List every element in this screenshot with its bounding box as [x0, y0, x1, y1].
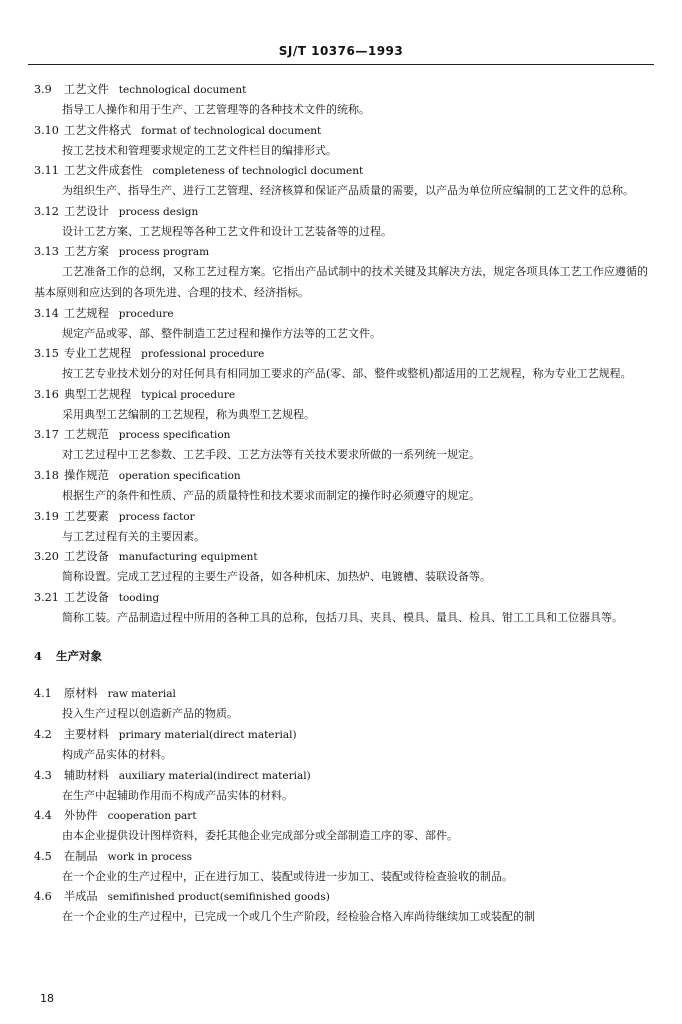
term-heading	[34, 806, 648, 826]
term-number: 4.2	[34, 727, 52, 741]
page-number: 18	[40, 992, 54, 1005]
term-english: process specification	[118, 429, 231, 442]
term-heading	[34, 304, 648, 324]
term-number: 3.11	[34, 164, 59, 178]
term-heading	[34, 385, 648, 405]
term-english: typical procedure	[141, 388, 236, 401]
term-chinese: 工艺设备	[64, 550, 109, 564]
term-english: work in process	[107, 850, 192, 863]
term-number: 3.13	[34, 245, 59, 259]
term-definition: 为组织生产、指导生产、进行工艺管理、经济核算和保证产品质量的需要，以产品为单位所应编制的工艺文件的总称。	[62, 184, 634, 198]
term-number: 4.5	[34, 849, 52, 863]
term-chinese: 工艺要素	[64, 509, 109, 523]
term-chinese: 操作规范	[64, 468, 109, 482]
term-chinese: 工艺文件	[64, 83, 109, 96]
term-entry	[34, 725, 648, 766]
term-chinese: 工艺规范	[64, 428, 109, 442]
header-rule	[28, 64, 654, 65]
term-entry	[34, 507, 648, 548]
standard-header: SJ/T 10376—1993	[278, 44, 404, 58]
term-heading	[34, 887, 648, 907]
term-number: 4.4	[34, 809, 52, 823]
term-english: cooperation part	[107, 810, 197, 823]
term-heading	[34, 242, 648, 262]
term-definition: 规定产品或零、部、整件制造工艺过程和操作方法等的工艺文件。	[62, 326, 381, 340]
term-number: 3.14	[34, 306, 59, 320]
term-definition: 构成产品实体的材料。	[62, 747, 172, 761]
term-number: 3.21	[34, 590, 59, 604]
term-definition: 设计工艺方案、工艺规程等各种工艺文件和设计工艺装备等的过程。	[62, 224, 392, 238]
term-number: 3.20	[34, 550, 59, 564]
term-chinese: 工艺方案	[64, 245, 109, 259]
term-entry	[34, 766, 648, 807]
term-chinese: 典型工艺规程	[64, 387, 132, 401]
term-chinese: 工艺设备	[64, 590, 109, 604]
term-definition: 采用典型工艺编制的工艺规程，称为典型工艺规程。	[62, 407, 315, 421]
term-number: 3.16	[34, 387, 59, 401]
term-entry	[34, 425, 648, 466]
term-definition: 按工艺专业技术划分的对任何具有相同加工要求的产品(零、部、整件或整机)都适用的工艺规程，称为专业工艺规程。	[62, 367, 632, 381]
term-chinese: 工艺文件成套性	[64, 164, 143, 178]
term-entry	[34, 847, 648, 888]
term-heading	[34, 507, 648, 527]
term-definition: 指导工人操作和用于生产、工艺管理等的各种技术文件的统称。	[62, 103, 370, 116]
term-heading	[34, 161, 648, 181]
term-english: process program	[118, 246, 210, 259]
term-entry	[34, 385, 648, 426]
term-definition: 工艺准备工作的总纲，又称工艺过程方案。它指出产品试制中的技术关键及其解决方法，规定各项具体工艺工作应遵循的基本原则和应达到的各项先进、合理的技术、经济指标。	[34, 265, 648, 299]
term-heading	[34, 588, 648, 608]
term-definition: 与工艺过程有关的主要因素。	[62, 529, 205, 543]
term-english: operation specification	[118, 469, 241, 482]
term-number: 3.19	[34, 509, 59, 523]
term-definition: 简称设置。完成工艺过程的主要生产设备，如各种机床、加热炉、电镀槽、装联设备等。	[62, 570, 491, 584]
term-heading	[34, 684, 648, 704]
term-entry	[34, 684, 648, 725]
term-number: 3.12	[34, 204, 59, 218]
term-english: professional procedure	[141, 348, 265, 361]
term-entry	[34, 887, 648, 928]
term-definition: 根据生产的条件和性质、产品的质量特性和技术要求而制定的操作时必须遵守的规定。	[62, 488, 480, 502]
term-definition: 由本企业提供设计图样资料，委托其他企业完成部分或全部制造工序的零、部件。	[62, 829, 458, 843]
term-english: auxiliary material(indirect material)	[118, 769, 311, 782]
term-number: 4.1	[34, 687, 52, 701]
term-chinese: 工艺设计	[64, 204, 109, 218]
term-entry	[34, 161, 648, 202]
term-english: process design	[118, 205, 199, 218]
term-entry	[34, 304, 648, 345]
term-definition: 在一个企业的生产过程中，正在进行加工、装配或待进一步加工、装配或待检查验收的制品。	[62, 869, 513, 883]
term-number: 4.6	[34, 890, 52, 904]
term-entry	[34, 344, 648, 385]
term-heading	[34, 425, 648, 445]
term-chinese: 半成品	[64, 890, 98, 904]
term-english: format of technological document	[141, 124, 322, 137]
term-heading	[34, 121, 648, 141]
term-entry	[34, 242, 648, 303]
term-entry	[34, 80, 648, 121]
term-heading	[34, 847, 648, 867]
term-entry	[34, 547, 648, 588]
term-chinese: 外协件	[64, 809, 98, 823]
term-number: 3.17	[34, 428, 59, 442]
term-english: tooding	[118, 591, 160, 604]
term-definition: 在生产中起辅助作用而不构成产品实体的材料。	[62, 788, 293, 802]
term-definition: 投入生产过程以创造新产品的物质。	[62, 707, 238, 721]
term-definition: 按工艺技术和管理要求规定的工艺文件栏目的编排形式。	[62, 143, 337, 157]
term-chinese: 专业工艺规程	[64, 347, 132, 361]
term-english: raw material	[107, 688, 176, 701]
document-body	[34, 80, 648, 928]
term-number: 3.10	[34, 123, 59, 137]
term-english: procedure	[118, 307, 174, 320]
term-number: 3.18	[34, 468, 59, 482]
term-number: 3.9	[34, 83, 52, 96]
term-entry	[34, 202, 648, 243]
term-chinese: 主要材料	[64, 727, 109, 741]
term-english: semifinished product(semifinished goods)	[107, 891, 330, 904]
terms-list-section-3	[34, 80, 648, 628]
term-english: process factor	[118, 510, 195, 523]
term-english: completeness of technologicl document	[152, 165, 364, 178]
term-english: primary material(direct material)	[118, 728, 297, 741]
section-title: 生产对象	[56, 649, 102, 664]
term-chinese: 原材料	[64, 687, 98, 701]
term-heading	[34, 344, 648, 364]
term-english: technological document	[118, 84, 247, 96]
term-english: manufacturing equipment	[118, 551, 258, 564]
term-chinese: 辅助材料	[64, 768, 109, 782]
term-entry	[34, 121, 648, 162]
term-entry	[34, 806, 648, 847]
section-number: 4	[34, 649, 43, 664]
term-heading	[34, 766, 648, 786]
term-chinese: 在制品	[64, 849, 98, 863]
term-number: 3.15	[34, 347, 59, 361]
term-heading	[34, 202, 648, 222]
term-entry	[34, 588, 648, 629]
term-heading	[34, 466, 648, 486]
section-heading	[34, 646, 648, 666]
term-chinese: 工艺规程	[64, 306, 109, 320]
term-entry	[34, 466, 648, 507]
term-chinese: 工艺文件格式	[64, 123, 132, 137]
term-number: 4.3	[34, 768, 52, 782]
term-heading	[34, 725, 648, 745]
term-definition: 对工艺过程中工艺参数、工艺手段、工艺方法等有关技术要求所做的一系列统一规定。	[62, 448, 480, 462]
term-definition: 在一个企业的生产过程中，已完成一个或几个生产阶段，经检验合格入库尚待继续加工或装配的制	[62, 910, 535, 924]
term-definition: 简称工装。产品制造过程中所用的各种工具的总称，包括刀具、夹具、模具、量具、检具、钳工工具和工位器具等。	[62, 610, 623, 624]
term-heading	[34, 80, 648, 100]
terms-list-section-4	[34, 684, 648, 928]
term-heading	[34, 547, 648, 567]
